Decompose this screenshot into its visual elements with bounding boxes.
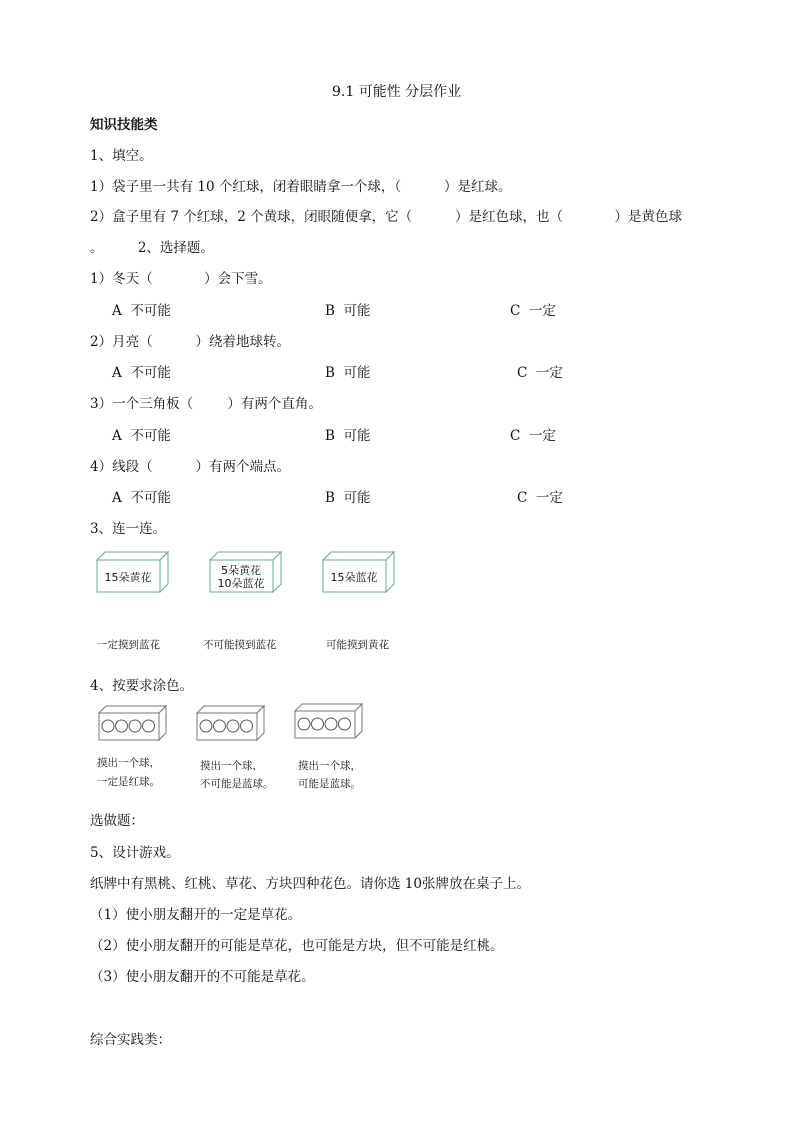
ball-box-1-illustration: [98, 705, 170, 741]
q2-item-2-option-a: A 不可能: [112, 365, 171, 381]
q5-item-3: （3）使小朋友翻开的不可能是草花。: [90, 969, 315, 985]
q3-match-label-1: 一定摸到蓝花: [97, 639, 160, 651]
q1-item-2: 2）盒子里有 7 个红球，2 个黄球，闭眼随便拿，它（ ）是红色球，也（ ）是黄色球: [90, 209, 683, 225]
box-2-label-line-2: 10朵蓝花: [217, 577, 265, 590]
q5-item-1: （1）使小朋友翻开的一定是草花。: [90, 907, 302, 923]
q2-item-4-option-c: C 一定: [517, 490, 563, 506]
q4-caption-3-line-2: 可能是蓝球。: [298, 778, 361, 790]
q5-intro: 纸牌中有黑桃、红桃、草花、方块四种花色。请你选 10张牌放在桌子上。: [90, 876, 530, 892]
ball-3-2: [312, 718, 324, 730]
q4-caption-1-line-2: 一定是红球。: [97, 776, 160, 788]
q2-item-2-stem: 2）月亮（ ）绕着地球转。: [90, 334, 291, 350]
ball-2-1: [200, 720, 212, 732]
box-1-illustration: [96, 550, 176, 596]
q2-item-4-stem: 4）线段（ ）有两个端点。: [90, 459, 291, 475]
ball-1-2: [116, 720, 128, 732]
q4-caption-2-line-1: 摸出一个球，: [200, 760, 263, 772]
q2-item-1-option-a: A 不可能: [112, 303, 171, 319]
section-practice-heading: 综合实践类：: [90, 1032, 171, 1048]
ball-3-4: [339, 718, 351, 730]
ball-3-1: [298, 718, 310, 730]
q3-heading: 3、连一连。: [90, 521, 167, 537]
ball-3-3: [325, 718, 337, 730]
q2-item-3-stem: 3）一个三角板（ ）有两个直角。: [90, 396, 322, 412]
ball-1-1: [102, 720, 114, 732]
q2-item-3-option-a: A 不可能: [112, 428, 171, 444]
q4-caption-1-line-1: 摸出一个球，: [97, 757, 160, 769]
ball-1-4: [143, 720, 155, 732]
q1-item-1: 1）袋子里一共有 10 个红球，闭着眼睛拿一个球，（ ）是红球。: [90, 179, 512, 195]
q2-item-2-option-c: C 一定: [517, 365, 563, 381]
q2-item-3-option-c: C 一定: [510, 428, 556, 444]
ball-1-3: [129, 720, 141, 732]
ball-2-4: [241, 720, 253, 732]
ball-2-3: [227, 720, 239, 732]
q5-item-2: （2）使小朋友翻开的可能是草花，也可能是方块，但不可能是红桃。: [90, 938, 504, 954]
box-2-label-line-1: 5朵黄花: [221, 564, 261, 577]
ball-box-2-illustration: [196, 705, 268, 741]
box-3-label: 15朵蓝花: [330, 571, 378, 584]
q3-match-label-2: 不可能摸到蓝花: [203, 639, 277, 651]
q2-item-4-option-b: B 可能: [325, 490, 371, 506]
q4-heading: 4、按要求涂色。: [90, 678, 194, 694]
q1-item-2-continued: 。 2、选择题。: [90, 240, 214, 256]
q4-caption-2-line-2: 不可能是蓝球。: [200, 778, 274, 790]
optional-label: 选做题：: [90, 813, 144, 829]
q4-caption-3-line-1: 摸出一个球，: [298, 760, 361, 772]
box-2-illustration: [209, 550, 289, 596]
q2-item-4-option-a: A 不可能: [112, 490, 171, 506]
box-3-illustration: [322, 550, 402, 596]
q1-heading: 1、填空。: [90, 148, 153, 164]
section-knowledge-heading: 知识技能类: [90, 117, 158, 133]
box-1-label: 15朵黄花: [104, 571, 152, 584]
q2-item-3-option-b: B 可能: [325, 428, 371, 444]
q2-item-2-option-b: B 可能: [325, 365, 371, 381]
q2-item-1-option-b: B 可能: [325, 303, 371, 319]
ball-2-2: [214, 720, 226, 732]
ball-box-3-illustration: [294, 703, 366, 739]
q5-heading: 5、设计游戏。: [90, 845, 180, 861]
q2-item-1-stem: 1）冬天（ ）会下雪。: [90, 271, 272, 287]
q2-item-1-option-c: C 一定: [510, 303, 556, 319]
q3-match-label-3: 可能摸到黄花: [326, 639, 389, 651]
page-title: 9.1 可能性 分层作业: [332, 84, 462, 100]
